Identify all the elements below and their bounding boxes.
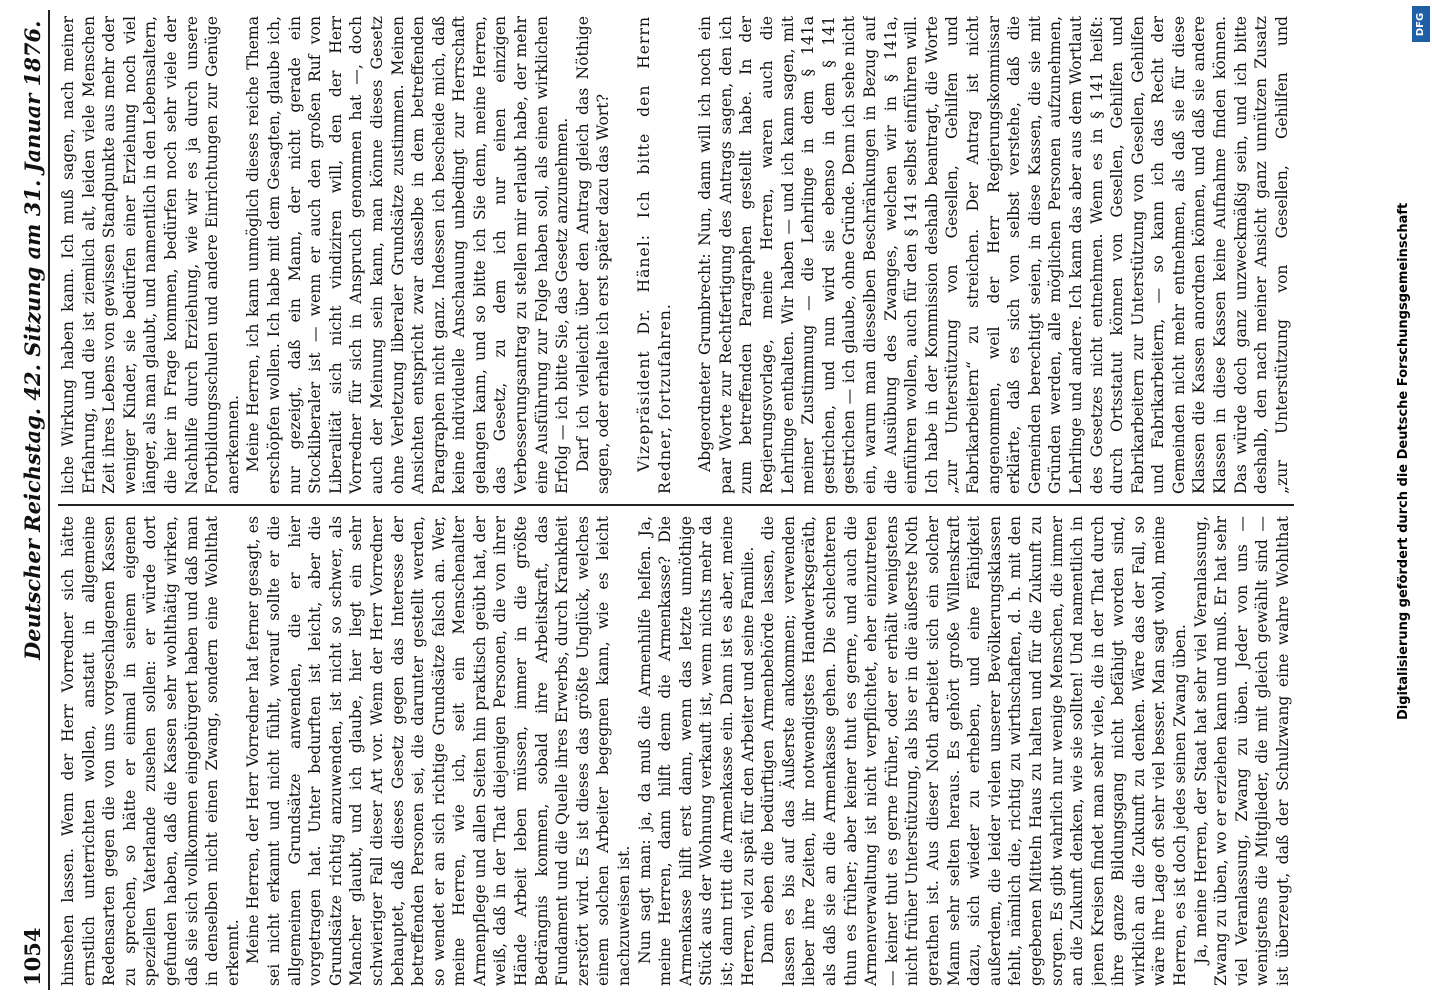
running-title: Deutscher Reichstag. 42. Sitzung am 31. Januar 1876. [20, 20, 45, 660]
paragraph: Darf ich vielleicht über den Antrag gleich das Nöthige sagen, oder erhalte ich erst später dazu das Wort? [573, 16, 613, 494]
paragraph: liche Wirkung haben kann. Ich muß sagen, nach meiner Erfahrung, und die ist ziemlich alt, leiden viele Menschen Zeit ihres Lebens von gewissen Standpunkte aus mehr oder weniger Kinder, sie bedürfen einer Erziehung noch viel länger, als man glaubt, und namentlich in den Lebensaltern, die hier in Frage kommen, bedürfen noch sehr viele der Nachhilfe durch Erziehung, wie wir es ja durch unsere Fortbildungsschulen und andere Einrichtungen zur Genüge anerkennen. [59, 16, 242, 494]
dfg-logo-text: DFG [1415, 12, 1427, 36]
paragraph: hinsehen lassen. Wenn der Herr Vorredner sich hätte ernstlich unterrichten wollen, anstatt in allgemeine Redensarten gegen die von uns vorgeschlagenen Kassen zu sprechen, so hätte er einmal in seinem eigenen speziellen Vaterlande zusehen sollen: er würde dort gefunden haben, daß die Kassen sehr wohlthätig wirken, daß sie sich vollkommen eingebürgert haben und daß man in denselben nicht einen Zwang, sondern eine Wohlthat erkennt. [59, 516, 242, 986]
newspaper-page [14, 10, 1304, 990]
paragraph: Meine Herren, ich kann unmöglich dieses reiche Thema erschöpfen wollen. Ich habe mit dem Gesagten, glaube ich, nur gezeigt, daß ein Mann, der nicht gerade ein Stockliberaler ist — wenn er auch den großen Ruf von Liberalität sich nicht vindiziren will, den der Herr Vorredner für sich in Anspruch genommen hat —, doch auch der Meinung sein kann, man könne dieses Gesetz ohne Verletzung liberaler Grundsätze zustimmen. Meinen Ansichten entspricht zwar dasselbe in dem betreffenden Paragraphen nicht ganz. Indessen ich bescheide mich, daß keine individuelle Anschauung unbedingt zur Herrschaft gelangen kann, und so bitte ich Sie denn, meine Herren, das Gesetz, zu dem ich nur einen einzigen Verbesserungsantrag zu stellen mir erlaubt habe, der mehr eine Ausführung zur Folge haben soll, als einen wirklichen Erfolg — ich bitte Sie, das Gesetz anzunehmen. [244, 16, 572, 494]
right-column [58, 16, 1294, 494]
digitization-note: Digitalisierung gefördert durch die Deutsche Forschungsgemeinschaft [1396, 202, 1411, 720]
paragraph: Nun sagt man: ja, da muß die Armenhilfe helfen. Ja, meine Herren, dann hilft denn die Armenkasse? Die Armenkasse hilft erst dann, wenn das letzte unnöthige Stück aus der Wohnung verkauft ist, wenn nichts mehr da ist; dann tritt die Armenkasse ein. Dann ist es aber, meine Herren, viel zu spät für den Arbeiter und seine Familie. [635, 516, 757, 986]
speech-paragraph: Abgeordneter Grumbrecht: Nun, dann will ich noch ein paar Worte zur Rechtfertigung des Antrags sagen, den ich zum betreffenden Paragraphen gestellt habe. In der Regierungsvorlage, meine Herren, waren auch die Lehrlinge enthalten. Wir haben — und ich kann sagen, mit meiner Zustimmung — die Lehrlinge in dem § 141a gestrichen, und nun wird sie ebenso in dem § 141 gestrichen — ich glaube, ohne Gründe. Denn ich sehe nicht ein, warum man diesselben Beschränkungen in Bezug auf die Ausübung des Zwanges, welchen wir in § 141a, einführen wollen, auch für den § 141 selbst einführen will. Ich habe in der Kommission deshalb beantragt, die Worte „zur Unterstützung von Gesellen, Gehilfen und Fabrikarbeitern“ zu streichen. Der Antrag ist nicht angenommen, weil der Herr Regierungskommissar erklärte, daß es sich von selbst verstehe, daß die Gemeinden berechtigt seien, in diese Kassen, die sie mit Gründen werden, alle möglichen Personen aufzunehmen, Lehrlinge und andere. Ich kann das aber aus dem Wortlaut des Gesetzes nicht entnehmen. Wenn es in § 141 heißt: durch Ortsstatut können von Gesellen, Gehilfen und Fabrikarbeitern zur Unterstützung von Gesellen, Gehilfen und Fabrikarbeitern, — so kann ich das Recht der Gemeinden nicht mehr entnehmen, als daß sie für diese Klassen die Kassen anordnen können, und daß sie andere Klassen in diese Kassen keine Aufnahme finden können. Das würde doch ganz unzweckmäßig sein, und ich bitte deshalb, den nach meiner Ansicht ganz unnützen Zusatz „zur Unterstützung von Gesellen, Gehilfen und [696, 16, 1291, 494]
page-number: 1054 [20, 927, 45, 986]
spacer [614, 16, 634, 494]
dfg-logo [1412, 6, 1430, 42]
paragraph: Meine Herren, der Herr Vorredner hat ferner gesagt, es sei nicht erkannt und nicht fühlt, worauf sollte er die allgemeinen Grundsätze anwenden, die er hier vorgetragen hat. Unter bedurften ist leicht, aber die Grundsätze richtig anzuwenden, ist nicht so schwer, als Mancher glaubt, und ich glaube, hier liegt ein sehr schwieriger Fall dieser Art vor. Wenn der Herr Vorredner behauptet, daß dieses Gesetz gegen das Interesse der betreffenden Personen sei, die darunter gestellt werden, so wendet er an sich richtige Grundsätze falsch an. Wer, meine Herren, wie ich, seit ein Menschenalter Armenpflege und allen Seiten hin praktisch geübt hat, der weiß, daß in der That diejenigen Personen, die von ihrer Hände Arbeit leben müssen, immer in die größte Bedrängnis kommen, sobald ihre Arbeitskraft, das Fundament und die Quelle ihres Erwerbs, durch Krankheit zerstört wird. Es ist dieses das größte Unglück, welches einem solchen Arbeiter begegnen kann, wie es leicht nachzuweisen ist. [244, 516, 634, 986]
column-divider [58, 504, 1294, 506]
left-column [58, 516, 1294, 986]
paragraph: Dann eben die bedürftigen Armenbehörde lassen, die lassen es bis auf das Äußerste ankommen; verwenden lieber ihre Zeiten, ihr notwendigstes Handwerksgeräth, als daß sie an die Armenkasse gehen. Die schlechteren thun es früher; aber keiner thut es gerne, und auch die Armenverwaltung ist nicht verpflichtet, eher einzutreten — keiner thut es gerne früher, oder er erhält wenigstens nicht früher Unterstützung, als bis er in die äußerste Noth gerathen ist. Aus dieser Noth arbeitet sich ein solcher Mann sehr selten heraus. Es gehört große Willenskraft dazu, sich wieder zu erheben, und eine Fähigkeit außerdem, die leider vielen unserer Bevölkerungsklassen fehlt, nämlich die, richtig zu wirthschaften, d. h. mit den gegebenen Mitteln Haus zu halten und für die Zukunft zu sorgen. Es gibt wahrlich nur wenige Menschen, die immer an die Zukunft denken, wie sie sollten! Und namentlich in jenen Kreisen findet man sehr viele, die in der That durch ihre ganze Bildungsgang nicht befähigt worden sind, wirklich an die Zukunft zu denken. Wäre das der Fall, so wäre ihre Lage oft sehr viel besser. Man sagt wohl, meine Herren, es ist doch jedes seinen Zwang üben. [759, 516, 1190, 986]
president-remark: Vizepräsident Dr. Hänel: Ich bitte den Herrn Redner, fortzufahren. [635, 16, 674, 494]
paragraph: Ja, meine Herren, der Staat hat sehr viel Veranlassung, Zwang zu üben, wo er erziehen kann und muß. Er hat sehr viel Veranlassung, Zwang zu üben. Jeder von uns — wenigstens die Mitglieder, die mit gleich gewählt sind — ist überzeugt, daß der Schulzwang eine wahre Wohlthat [1191, 516, 1293, 986]
running-header [14, 10, 50, 990]
spacer [675, 16, 695, 494]
